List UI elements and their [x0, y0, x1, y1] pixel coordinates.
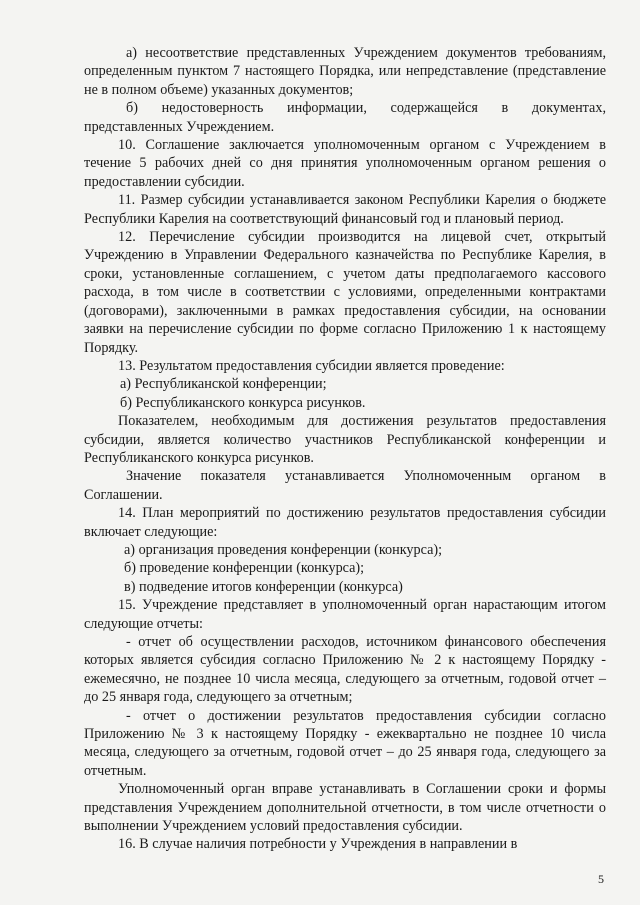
paragraph-13a: а) Республиканской конференции; [120, 376, 327, 393]
paragraph-9a: а) несоответствие представленных Учреждением документов требованиям, определенным пунктом 7 настоящего Порядка, или непредставление (представление не в полном объеме) указанных документов; [84, 45, 606, 98]
paragraph-15-report-results: - отчет о достижении результатов предоставления субсидии согласно Приложению № 3 к настоящему Порядку - ежеквартально не позднее 10 числа месяца, следующего за отчетным, годовой отчет – до 25 января года, следующего за отчетным. [84, 707, 606, 779]
paragraph-14a: а) организация проведения конференции (конкурса); [124, 541, 443, 558]
paragraph-14c: в) подведение итогов конференции (конкурса) [124, 578, 403, 595]
paragraph-15: 15. Учреждение представляет в уполномоченный орган нарастающим итогом следующие отчеты: [84, 597, 606, 632]
paragraph-14b: б) проведение конференции (конкурса); [124, 560, 365, 577]
paragraph-additional-reporting: Уполномоченный орган вправе устанавливать в Соглашении сроки и формы представления Учреждением дополнительной отчетности, в том числе отчетности о выполнении Учреждением условий предоставления субсидии. [84, 781, 606, 835]
paragraph-indicator-value: Значение показателя устанавливается Уполномоченным органом в Соглашении. [84, 468, 606, 503]
paragraph-12: 12. Перечисление субсидии производится на лицевой счет, открытый Учреждению в Управлении Федерального казначейства по Республике Карелия, в сроки, установленные соглашением, с учетом даты предполагаемого кассового расхода, в том числе в соответствии с условиями, определенными контрактами (договорами), заключенными в рамках предоставления субсидии, на основании заявки на перечисление субсидии по форме согласно Приложению 1 к настоящему Порядку. [84, 229, 606, 356]
paragraph-16: 16. В случае наличия потребности у Учреждения в направлении в [118, 836, 518, 853]
paragraph-14: 14. План мероприятий по достижению результатов предоставления субсидии включает следующие: [84, 505, 606, 540]
paragraph-9b: б) недостоверность информации, содержащейся в документах, представленных Учреждением. [84, 100, 606, 135]
paragraph-13b: б) Республиканского конкурса рисунков. [120, 394, 366, 411]
page-number: 5 [598, 872, 604, 886]
document-body [84, 44, 606, 854]
paragraph-10: 10. Соглашение заключается уполномоченным органом с Учреждением в течение 5 рабочих дней со дня принятия уполномоченным органом решения о предоставлении субсидии. [84, 137, 606, 190]
paragraph-13: 13. Результатом предоставления субсидии является проведение: [118, 357, 505, 374]
paragraph-11: 11. Размер субсидии устанавливается законом Республики Карелия о бюджете Республики Карелия на соответствующий финансовый год и плановый период. [84, 192, 606, 227]
paragraph-15-report-expenses: - отчет об осуществлении расходов, источником финансового обеспечения которых является субсидия согласно Приложению № 2 к настоящему Порядку - ежемесячно, не позднее 10 числа месяца, следующего за отчетным, годовой отчет – до 25 января года, следующего за отчетным; [84, 634, 606, 706]
paragraph-indicator: Показателем, необходимым для достижения результатов предоставления субсидии, является количество участников Республиканской конференции и Республиканского конкурса рисунков. [84, 413, 606, 466]
